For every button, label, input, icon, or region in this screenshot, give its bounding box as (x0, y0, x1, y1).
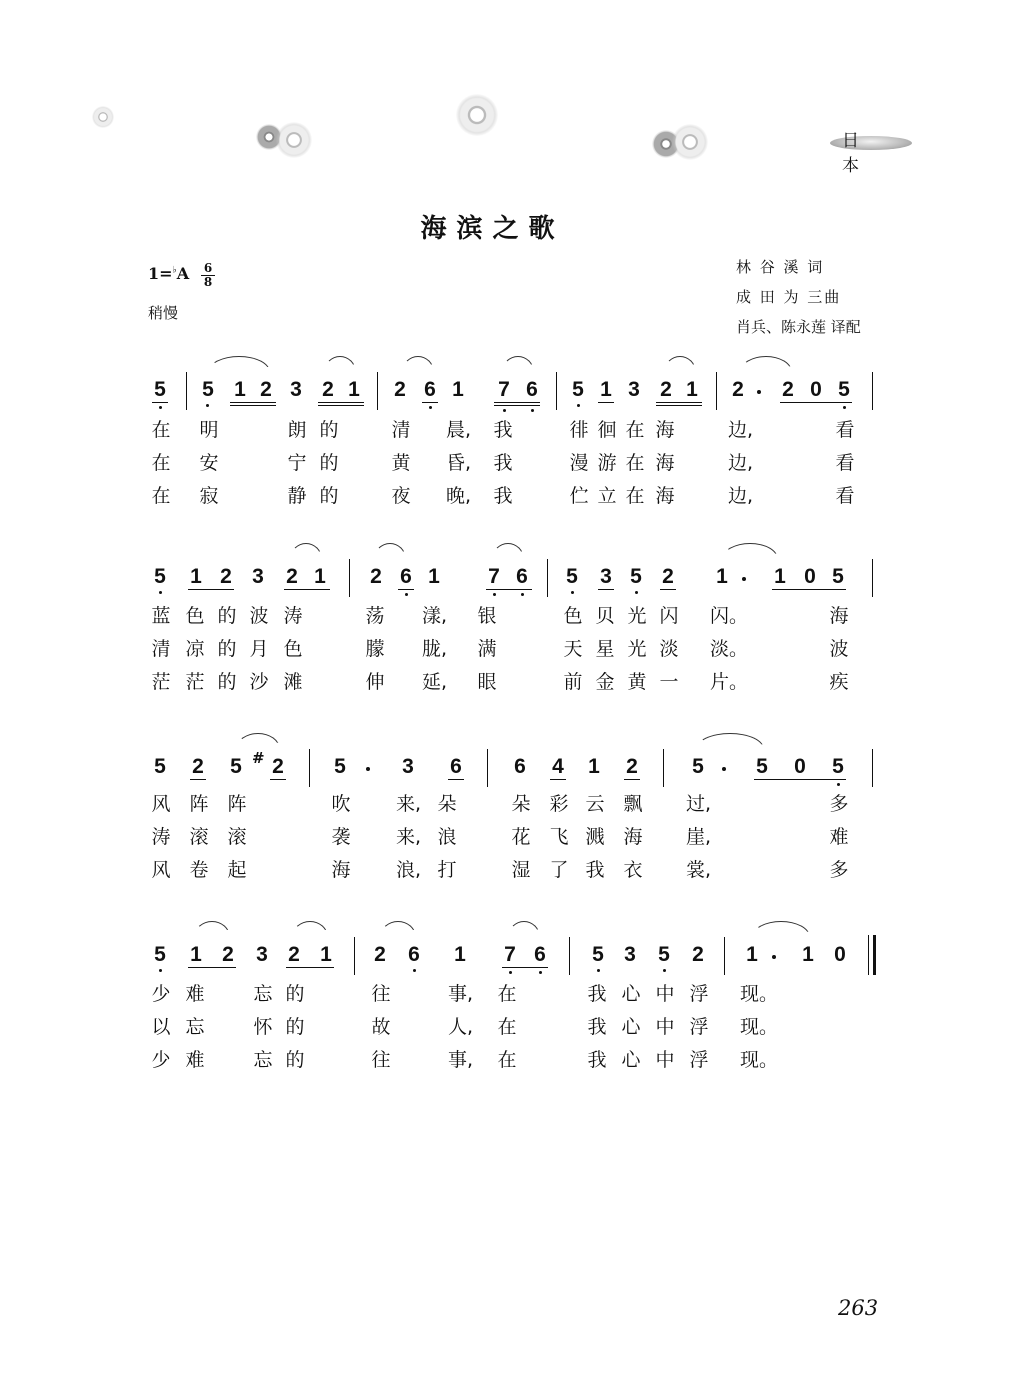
note: 5 (592, 943, 604, 966)
note: 5 (334, 755, 346, 778)
note: 1 (234, 378, 246, 401)
note: 3 (624, 943, 636, 966)
note: 5 (832, 755, 844, 778)
barline (556, 372, 557, 410)
tempo-marking: 稍慢 (148, 304, 179, 322)
note: 5 (154, 755, 166, 778)
country-badge (830, 128, 912, 176)
note: 7 (504, 943, 516, 966)
time-numerator: 6 (203, 261, 213, 275)
barline (186, 372, 187, 410)
barline (872, 559, 873, 597)
note: 3 (256, 943, 268, 966)
note: 5 (154, 943, 166, 966)
note: 5 (832, 565, 844, 588)
note: 2 (394, 378, 406, 401)
barline (487, 749, 488, 787)
note: 6 (408, 943, 420, 966)
note: 6 (450, 755, 462, 778)
note: 0 (794, 755, 806, 778)
note: 3 (600, 565, 612, 588)
note: 5 (630, 565, 642, 588)
note: 1 (314, 565, 326, 588)
note: 1 (802, 943, 814, 966)
note: 1 (190, 565, 202, 588)
barline (872, 749, 873, 787)
note: 2 (286, 565, 298, 588)
note: 1 (190, 943, 202, 966)
note: 5 (154, 565, 166, 588)
note: 5 (202, 378, 214, 401)
note: 2 (732, 378, 744, 401)
note: 1 (716, 565, 728, 588)
note: 5 (572, 378, 584, 401)
note: 5 (838, 378, 850, 401)
note: 1 (686, 378, 698, 401)
barline (349, 559, 350, 597)
page-number: 263 (838, 1296, 879, 1320)
note: 2 (192, 755, 204, 778)
translator-credit: 肖兵、陈永莲 译配 (736, 318, 861, 336)
note: 5 (566, 565, 578, 588)
note: 1 (600, 378, 612, 401)
flower-icon (672, 124, 708, 160)
note: 1 (588, 755, 600, 778)
note: 3 (628, 378, 640, 401)
note: 7 (488, 565, 500, 588)
note: 2 (370, 565, 382, 588)
note: 5 (230, 755, 242, 778)
note: 0 (834, 943, 846, 966)
note: 2 (288, 943, 300, 966)
final-barline-thin (868, 935, 869, 975)
note: 5 (756, 755, 768, 778)
note: 5 (692, 755, 704, 778)
key-signature (148, 264, 189, 283)
note: 5 (154, 378, 166, 401)
note: 1 (454, 943, 466, 966)
barline (309, 749, 310, 787)
note: 3 (290, 378, 302, 401)
song-title: 海滨之歌 (420, 214, 565, 244)
note: 0 (810, 378, 822, 401)
key-note: A (176, 264, 190, 283)
time-signature (201, 262, 215, 289)
note: 1 (320, 943, 332, 966)
barline (354, 937, 355, 975)
sharp-icon: # (252, 749, 265, 767)
note: 6 (400, 565, 412, 588)
note: 7 (498, 378, 510, 401)
key-prefix: 1= (148, 264, 173, 283)
note: 2 (660, 378, 672, 401)
note: 1 (774, 565, 786, 588)
note: 5 (658, 943, 670, 966)
time-denominator: 8 (201, 275, 215, 289)
note: 2 (322, 378, 334, 401)
note: 2 (260, 378, 272, 401)
note: 1 (348, 378, 360, 401)
note: 0 (804, 565, 816, 588)
final-barline-thick (873, 935, 876, 975)
note: 4 (552, 755, 564, 778)
key-accidental: ♭ (172, 265, 177, 276)
note: 2 (782, 378, 794, 401)
note: 6 (424, 378, 436, 401)
note: 6 (516, 565, 528, 588)
note: 1 (746, 943, 758, 966)
note: 6 (534, 943, 546, 966)
note: 2 (662, 565, 674, 588)
note: 1 (428, 565, 440, 588)
barline (872, 372, 873, 410)
note: 3 (252, 565, 264, 588)
note: 3 (402, 755, 414, 778)
lyricist-credit: 林 谷 溪 词 (736, 258, 825, 276)
barline (547, 559, 548, 597)
note: 2 (272, 755, 284, 778)
note: 2 (374, 943, 386, 966)
barline (663, 749, 664, 787)
note: 6 (514, 755, 526, 778)
note: 2 (220, 565, 232, 588)
flower-icon (92, 106, 114, 128)
flower-icon (276, 122, 312, 158)
flower-icon (456, 94, 498, 136)
note: 2 (692, 943, 704, 966)
country-label: 日本 (842, 131, 881, 176)
note: 2 (222, 943, 234, 966)
note: 6 (526, 378, 538, 401)
barline (724, 937, 725, 975)
composer-credit: 成 田 为 三曲 (736, 288, 842, 306)
barline (377, 372, 378, 410)
note: 2 (626, 755, 638, 778)
barline (569, 937, 570, 975)
barline (716, 372, 717, 410)
note: 1 (452, 378, 464, 401)
